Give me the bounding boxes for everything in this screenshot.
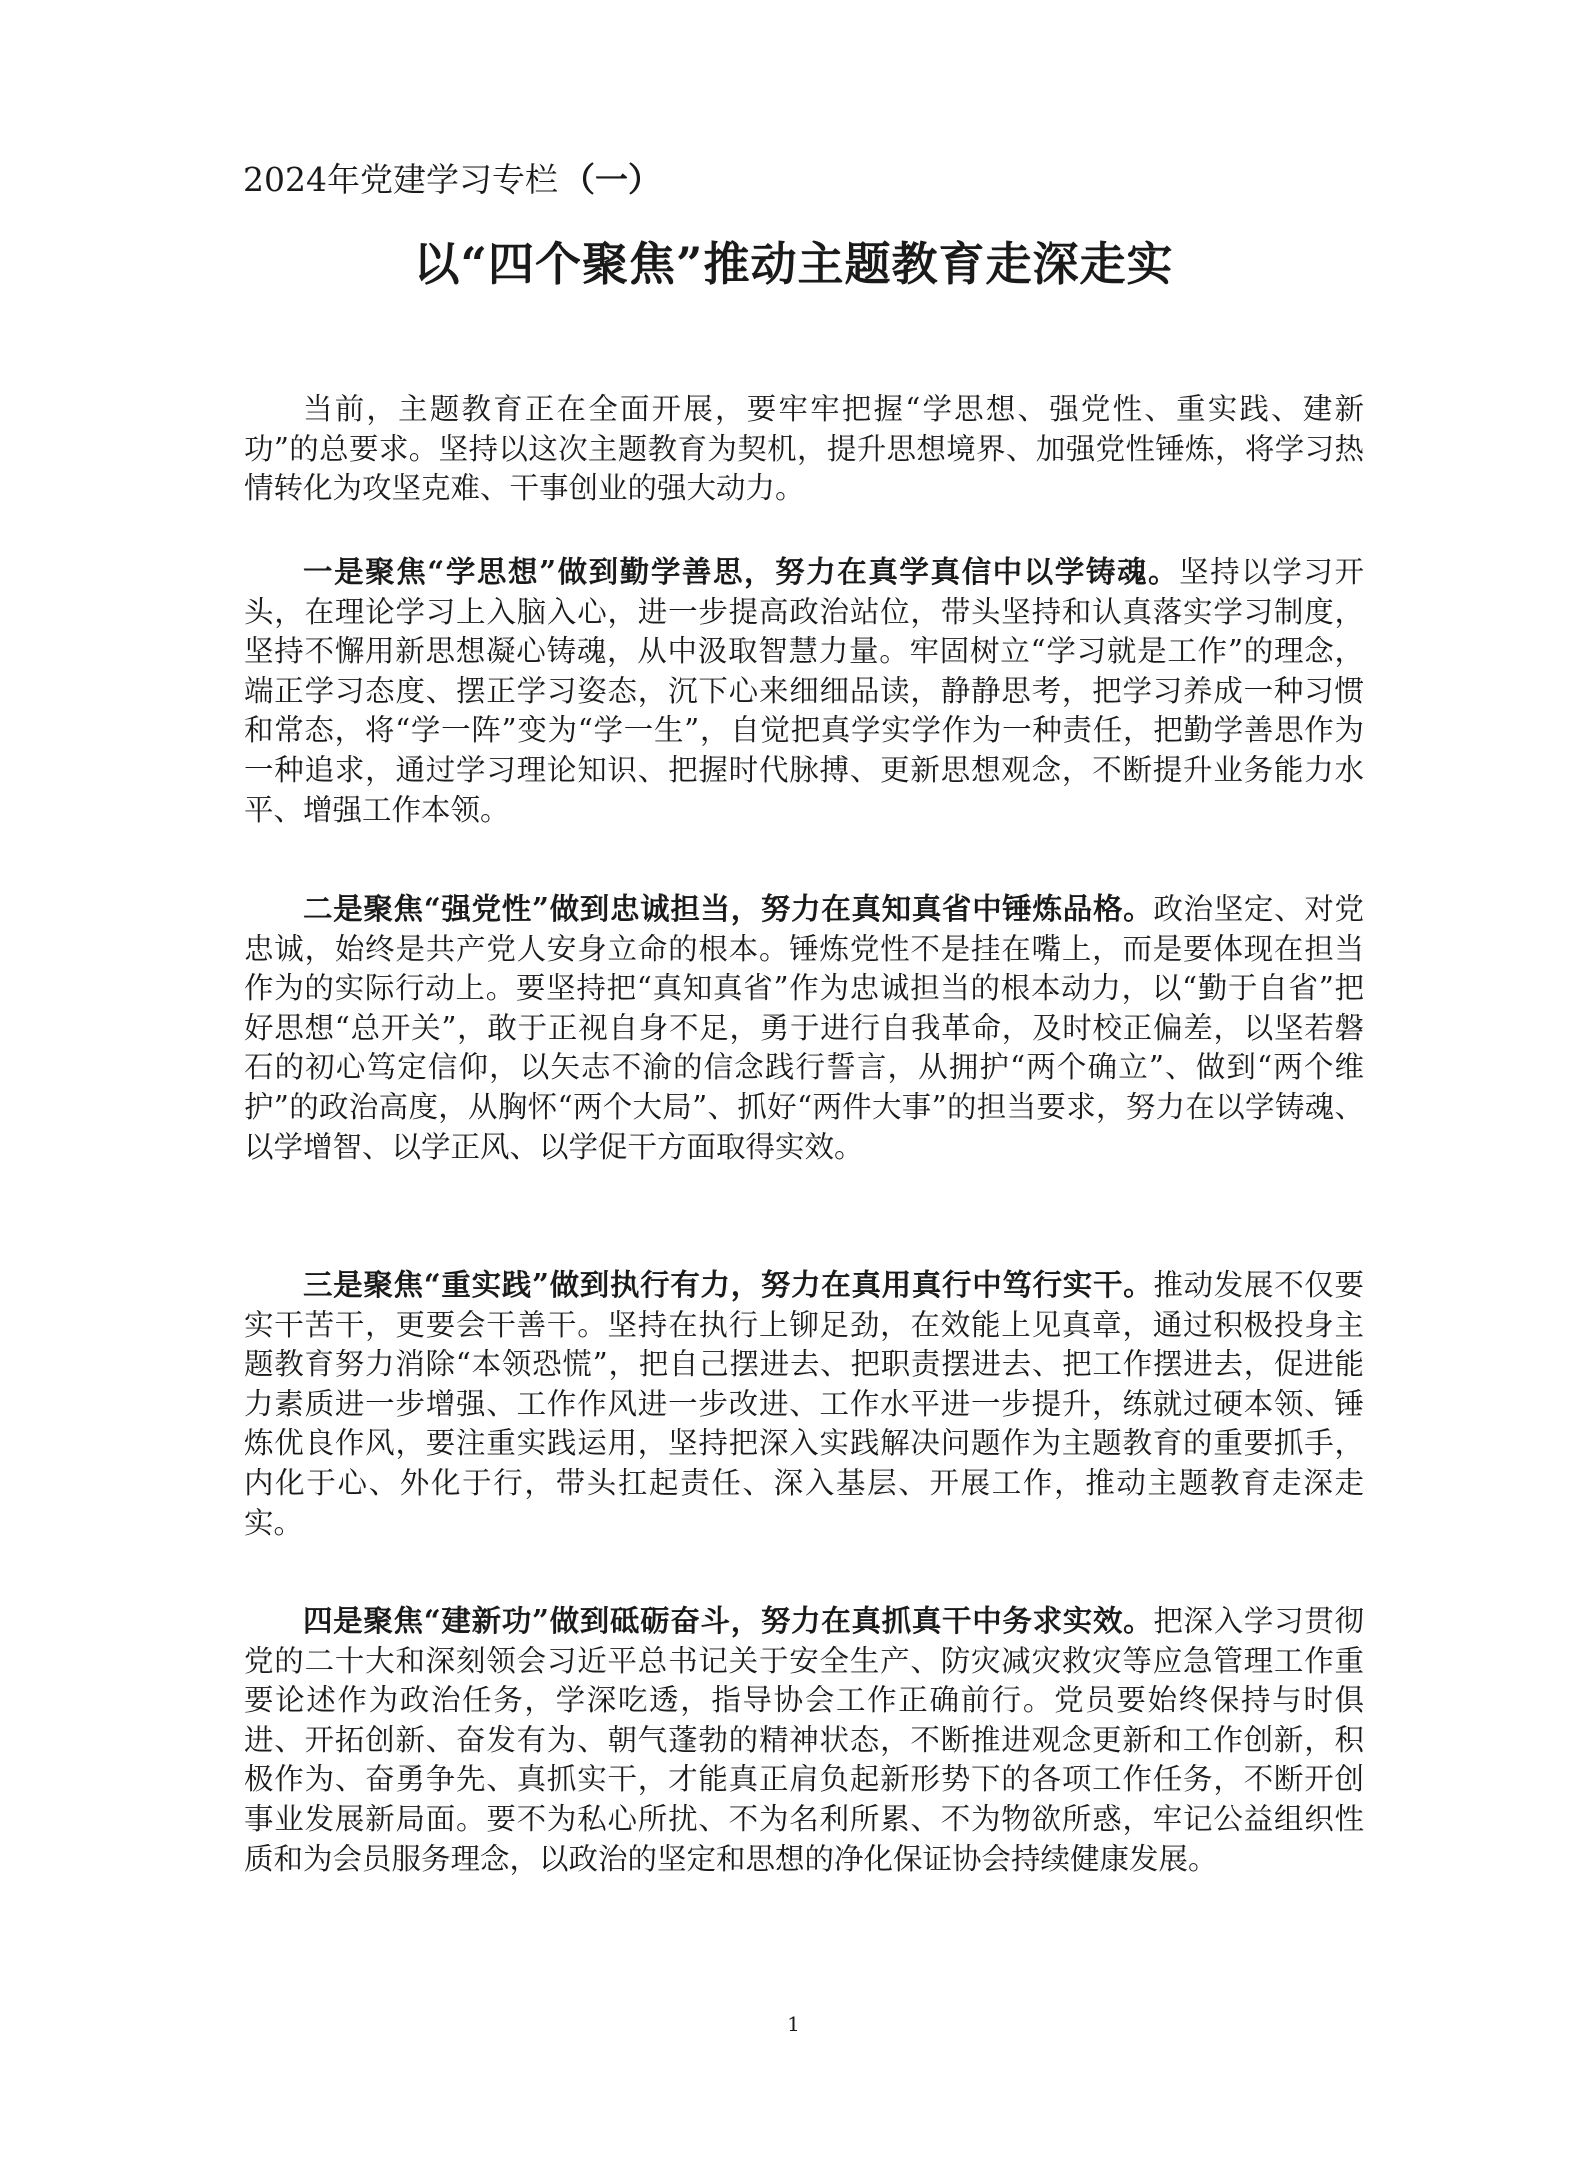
section-body-3: 推动发展不仅要实干苦干，更要会干善干。坚持在执行上铆足劲，在效能上见真章，通过积极投身主题教育努力消除“本领恐慌”，把自己摆进去、把职责摆进去、把工作摆进去，促进能力素质进一步增强、工作作风进一步改进、工作水平进一步提升，练就过硬本领、锤炼优良作风，要注重实践运用，坚持把深入实践解决问题作为主题教育的重要抓手，内化于心、外化于行，带头扛起责任、深入基层、开展工作，推动主题教育走深走实。	[244, 1268, 1364, 1540]
section-paragraph-3	[244, 1265, 1364, 1543]
issue-number: （一）	[561, 160, 661, 199]
section-lead-3: 三是聚焦“重实践”做到执行有力，努力在真用真行中笃行实干。	[303, 1267, 1154, 1302]
intro-paragraph: 当前，主题教育正在全面开展，要牢牢把握“学思想、强党性、重实践、建新功”的总要求。坚持以这次主题教育为契机，提升思想境界、加强党性锤炼，将学习热情转化为攻坚克难、干事创业的强大动力。	[244, 392, 1364, 506]
column-year: 2024	[243, 160, 327, 199]
section-body-1: 坚持以学习开头，在理论学习上入脑入心，进一步提高政治站位，带头坚持和认真落实学习制度，坚持不懈用新思想凝心铸魂，从中汲取智慧力量。牢固树立“学习就是工作”的理念，端正学习态度、摆正学习姿态，沉下心来细细品读，静静思考，把学习养成一种习惯和常态，将“学一阵”变为“学一生”，自觉把真学实学作为一种责任，把勤学善思作为一种追求，通过学习理论知识、把握时代脉搏、更新思想观念，不断提升业务能力水平、增强工作本领。	[244, 555, 1364, 827]
section-paragraph-4	[244, 1601, 1364, 1879]
column-label: 年党建学习专栏	[326, 160, 558, 199]
section-lead-1: 一是聚焦“学思想”做到勤学善思，努力在真学真信中以学铸魂。	[303, 554, 1180, 589]
section-body-2: 政治坚定、对党忠诚，始终是共产党人安身立命的根本。锤炼党性不是挂在嘴上，而是要体现在担当作为的实际行动上。要坚持把“真知真省”作为忠诚担当的根本动力，以“勤于自省”把好思想“总开关”，敢于正视自身不足，勇于进行自我革命，及时校正偏差，以坚若磐石的初心笃定信仰，以矢志不渝的信念践行誓言，从拥护“两个确立”、做到“两个维护”的政治高度，从胸怀“两个大局”、抓好“两件大事”的担当要求，努力在以学铸魂、以学增智、以学正风、以学促干方面取得实效。	[244, 892, 1364, 1164]
section-body-4: 把深入学习贯彻党的二十大和深刻领会习近平总书记关于安全生产、防灾减灾救灾等应急管理工作重要论述作为政治任务，学深吃透，指导协会工作正确前行。党员要始终保持与时俱进、开拓创新、奋发有为、朝气蓬勃的精神状态，不断推进观念更新和工作创新，积极作为、奋勇争先、真抓实干，才能真正肩负起新形势下的各项工作任务，不断开创事业发展新局面。要不为私心所扰、不为名利所累、不为物欲所惑，牢记公益组织性质和为会员服务理念，以政治的坚定和思想的净化保证协会持续健康发展。	[244, 1604, 1364, 1876]
section-paragraph-2	[244, 889, 1364, 1167]
section-lead-2: 二是聚焦“强党性”做到忠诚担当，努力在真知真省中锤炼品格。	[303, 891, 1154, 926]
column-header	[243, 158, 661, 202]
section-paragraph-1	[244, 552, 1364, 830]
page-number: 1	[787, 2012, 800, 2036]
document-title: 以“四个聚焦”推动主题教育走深走实	[413, 237, 1174, 291]
section-lead-4: 四是聚焦“建新功”做到砥砺奋斗，努力在真抓真干中务求实效。	[303, 1603, 1154, 1638]
